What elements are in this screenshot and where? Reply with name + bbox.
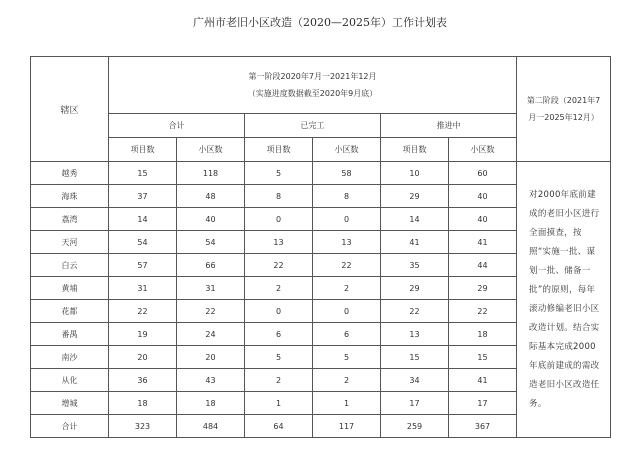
value-cell: 15 (381, 346, 449, 369)
table-body (31, 57, 611, 438)
stage1-header (109, 57, 517, 114)
group-done-header: 已完工 (245, 114, 381, 138)
value-cell: 5 (245, 346, 313, 369)
district-cell: 从化 (31, 369, 109, 392)
district-cell: 南沙 (31, 346, 109, 369)
header-row-1 (31, 57, 611, 114)
col-projects-header: 项目数 (109, 138, 177, 162)
value-cell: 18 (177, 392, 245, 415)
district-cell: 花都 (31, 300, 109, 323)
district-cell: 黄埔 (31, 277, 109, 300)
value-cell: 66 (177, 254, 245, 277)
district-cell: 白云 (31, 254, 109, 277)
col-projects-header: 项目数 (381, 138, 449, 162)
value-cell: 20 (109, 346, 177, 369)
value-cell: 22 (381, 300, 449, 323)
value-cell: 48 (177, 185, 245, 208)
total-value-cell: 484 (177, 415, 245, 438)
value-cell: 13 (245, 231, 313, 254)
total-value-cell: 117 (313, 415, 381, 438)
value-cell: 18 (449, 323, 517, 346)
value-cell: 0 (313, 300, 381, 323)
district-cell: 天河 (31, 231, 109, 254)
value-cell: 2 (245, 277, 313, 300)
stage2-description: 对2000年底前建成的老旧小区进行全面摸查，按照“实施一批、谋划一批、储备一批”的原则，每年滚动修编老旧小区改造计划。结合实际基本完成2000年底前建成的需改造老旧小区改造任务。 (517, 162, 611, 438)
value-cell: 36 (109, 369, 177, 392)
value-cell: 15 (449, 346, 517, 369)
value-cell: 5 (313, 346, 381, 369)
value-cell: 8 (313, 185, 381, 208)
value-cell: 22 (109, 300, 177, 323)
value-cell: 60 (449, 162, 517, 185)
value-cell: 14 (109, 208, 177, 231)
group-total-header: 合计 (109, 114, 245, 138)
value-cell: 22 (177, 300, 245, 323)
value-cell: 54 (109, 231, 177, 254)
value-cell: 41 (381, 231, 449, 254)
district-cell: 荔湾 (31, 208, 109, 231)
value-cell: 0 (245, 300, 313, 323)
value-cell: 118 (177, 162, 245, 185)
value-cell: 40 (177, 208, 245, 231)
value-cell: 15 (109, 162, 177, 185)
total-label-cell: 合计 (31, 415, 109, 438)
value-cell: 19 (109, 323, 177, 346)
value-cell: 2 (313, 277, 381, 300)
value-cell: 13 (381, 323, 449, 346)
value-cell: 2 (313, 369, 381, 392)
district-cell: 海珠 (31, 185, 109, 208)
value-cell: 57 (109, 254, 177, 277)
value-cell: 35 (381, 254, 449, 277)
table-row (31, 162, 611, 185)
value-cell: 17 (449, 392, 517, 415)
value-cell: 13 (313, 231, 381, 254)
stage1-header-line2: （实施进度数据截至2020年9月底） (247, 89, 378, 98)
value-cell: 41 (449, 231, 517, 254)
value-cell: 1 (313, 392, 381, 415)
value-cell: 29 (449, 277, 517, 300)
value-cell: 17 (381, 392, 449, 415)
district-cell: 增城 (31, 392, 109, 415)
value-cell: 10 (381, 162, 449, 185)
value-cell: 40 (449, 208, 517, 231)
stage2-header-line2: 月一2025年12月） (528, 113, 599, 122)
value-cell: 24 (177, 323, 245, 346)
value-cell: 0 (245, 208, 313, 231)
value-cell: 2 (245, 369, 313, 392)
district-cell: 番禺 (31, 323, 109, 346)
value-cell: 22 (449, 300, 517, 323)
total-value-cell: 259 (381, 415, 449, 438)
value-cell: 0 (313, 208, 381, 231)
col-communities-header: 小区数 (313, 138, 381, 162)
page-title: 广州市老旧小区改造（2020—2025年）工作计划表 (193, 16, 447, 29)
value-cell: 5 (245, 162, 313, 185)
value-cell: 31 (177, 277, 245, 300)
value-cell: 8 (245, 185, 313, 208)
value-cell: 37 (109, 185, 177, 208)
value-cell: 44 (449, 254, 517, 277)
value-cell: 58 (313, 162, 381, 185)
value-cell: 41 (449, 369, 517, 392)
col-projects-header: 项目数 (245, 138, 313, 162)
value-cell: 29 (381, 185, 449, 208)
value-cell: 18 (109, 392, 177, 415)
value-cell: 6 (245, 323, 313, 346)
stage1-header-line1: 第一阶段2020年7月一2021年12月 (248, 72, 377, 81)
value-cell: 31 (109, 277, 177, 300)
value-cell: 34 (381, 369, 449, 392)
stage2-header-line1: 第二阶段（2021年7 (526, 96, 601, 105)
value-cell: 20 (177, 346, 245, 369)
total-value-cell: 367 (449, 415, 517, 438)
stage2-header (517, 57, 611, 162)
district-cell: 越秀 (31, 162, 109, 185)
value-cell: 14 (381, 208, 449, 231)
value-cell: 1 (245, 392, 313, 415)
group-progress-header: 推进中 (381, 114, 517, 138)
col-communities-header: 小区数 (449, 138, 517, 162)
col-communities-header: 小区数 (177, 138, 245, 162)
value-cell: 22 (313, 254, 381, 277)
total-value-cell: 323 (109, 415, 177, 438)
value-cell: 6 (313, 323, 381, 346)
total-value-cell: 64 (245, 415, 313, 438)
value-cell: 22 (245, 254, 313, 277)
value-cell: 29 (381, 277, 449, 300)
renovation-plan-table (30, 56, 611, 438)
value-cell: 54 (177, 231, 245, 254)
district-header: 辖区 (31, 57, 109, 162)
value-cell: 40 (449, 185, 517, 208)
value-cell: 43 (177, 369, 245, 392)
